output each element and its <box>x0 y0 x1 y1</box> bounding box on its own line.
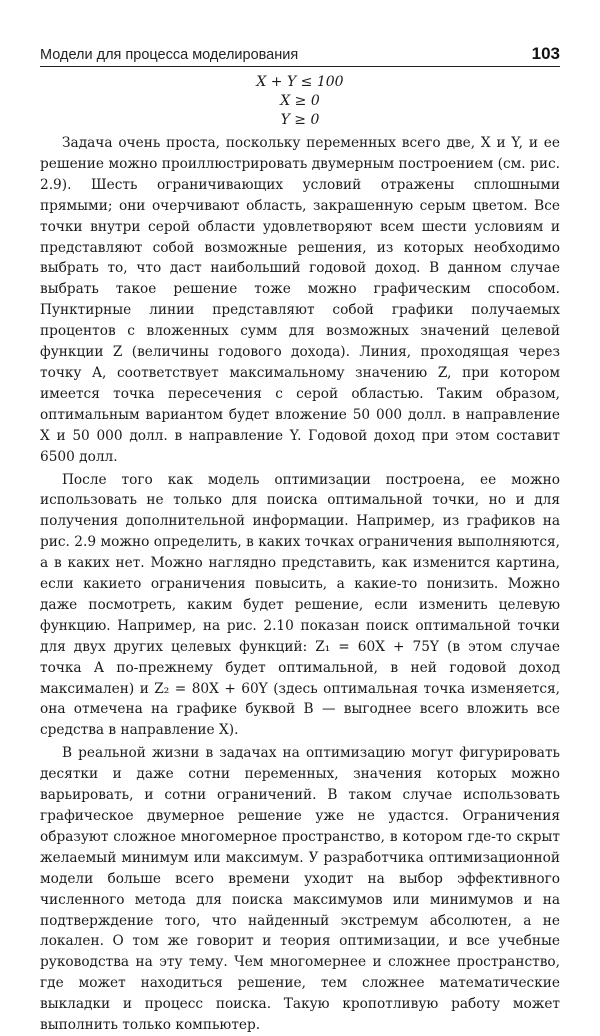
formula-y-nonneg: Y ≥ 0 <box>280 112 320 128</box>
page-header <box>40 40 560 67</box>
formula-x-nonneg: X ≥ 0 <box>280 93 320 109</box>
body-text <box>40 133 560 1036</box>
paragraph-3: В реальной жизни в задачах на оптимизацию могут фигурировать десятки и даже сотни переменных, значения которых можно варьировать, и сотни ограничений. В таком случае использовать графическое двумерное решение уже не удастся. Ограничения образуют сложное многомерное пространство, в котором где-то скрыт желаемый минимум или максимум. У разработчика оптимизационной модели больше всего времени уходит на выбор эффективного численного метода для поиска максимумов или минимумов и на подтверждение того, что найденный экстремум абсолютен, а не локален. О том же говорит и теория оптимизации, и все учебные руководства на эту тему. Чем многомернее и сложнее пространство, где может находиться решение, тем сложнее математические выкладки и процесс поиска. Такую кропотливую работу может выполнить только компьютер. <box>40 745 560 1034</box>
paragraph-2: После того как модель оптимизации построена, ее можно использовать не только для поиска оптимальной точки, но и для получения дополнительной информации. Например, из графиков на рис. 2.9 можно определить, в каких точках ограничения выполняются, а в каких нет. Можно наглядно представить, как изменится картина, если какието ограничения повысить, а какие-то понизить. Можно даже посмотреть, каким будет решение, если изменить целевую функцию. Например, на рис. 2.10 показан поиск оптимальной точки для двух других целевых функций: Z₁ = 60X + 75Y (в этом случае точка A по-прежнему будет оптимальной, в ней годовой доход максимален) и Z₂ = 80X + 60Y (здесь оптимальная точка изменяется, она отмечена на графике буквой B — выгоднее всего вложить все средства в направление X). <box>40 471 560 739</box>
running-title: Модели для процесса моделирования <box>40 47 299 63</box>
paragraph-1: Задача очень проста, поскольку переменных всего две, X и Y, и ее решение можно проиллюстрировать двумерным построением (см. рис. 2.9). Шесть ограничивающих условий отражены сплошными прямыми; они очерчивают область, закрашенную серым цветом. Все точки внутри серой области удовлетворяют всем шести условиям и представляют собой возможные решения, из которых необходимо выбрать то, что даст наибольший годовой доход. В данном случае выбрать такое решение тоже можно графическим способом. Пунктирные линии представляют собой графики получаемых процентов с вложенных сумм для возможных значений целевой функции Z (величины годового дохода). Линия, проходящая через точку A, соответствует максимальному значению Z, при котором имеется точка пересечения с серой областью. Таким образом, оптимальным вариантом будет вложение 50 000 долл. в направление X и 50 000 долл. в направление Y. Годовой доход при этом составит 6500 долл. <box>40 135 560 465</box>
formula-x-plus-y: X + Y ≤ 100 <box>256 74 344 90</box>
page-number: 103 <box>531 44 560 63</box>
constraint-formulas <box>40 73 560 130</box>
